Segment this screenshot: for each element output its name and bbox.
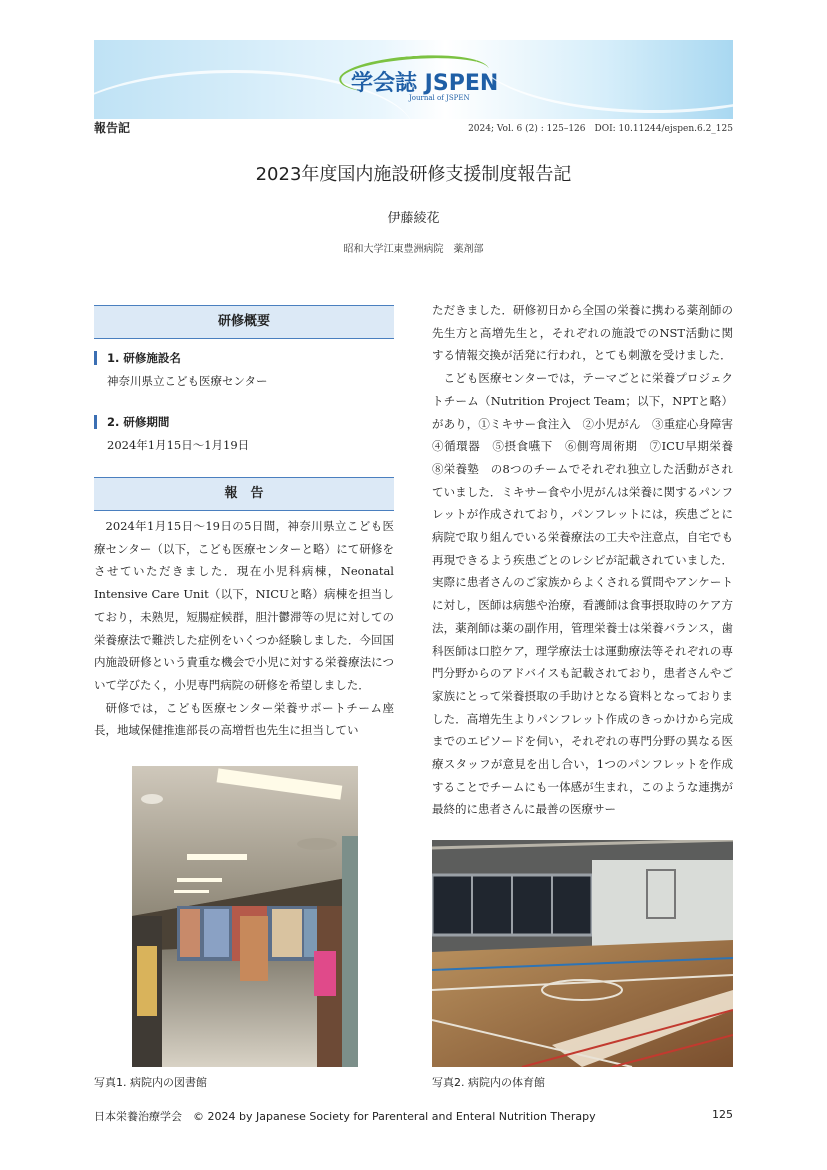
article-kind: 報告記 (94, 121, 131, 135)
figure-caption: 写真2. 病院内の体育館 (432, 1076, 545, 1089)
report-paragraph: ただきました．研修初日から全国の栄養に携わる薬剤師の先生方と高増先生と，それぞれの施設でのNST活動に関する情報交換が活発に行われ，とても刺激を受けました． (432, 303, 733, 363)
report-paragraph: 研修では，こども医療センター栄養サポートチーム座長，地域保健推進部長の高増哲也先生に担当してい (94, 700, 394, 738)
article-title: 2023年度国内施設研修支援制度報告記 (255, 164, 572, 185)
library-photo (132, 766, 358, 1067)
left-column (94, 305, 394, 742)
report-paragraph: こども医療センターでは，テーマごとに栄養プロジェクトチーム（Nutrition Project Team；以下，NPTと略）があり，①ミキサー食注入 ②小児がん ③重症心身障害 ④循環器 ⑤摂食嚥下 ⑥側弯周術期 ⑦ICU早期栄養 ⑧栄養塾 の8つのチームでそれぞれ独立した活動がされていました．ミキサー食や小児がんは栄養に関するパンフレットが作成されており，パンフレットには，疾患ごとに病院で取り組んでいる栄養療法の工夫や注意点，自宅でも再現できるよう疾患ごとのレシピが記載されていました．実際に患者さんのご家族からよくされる質問やアンケートに対し，医師は病態や治療，看護師は食事摂取時のケア方法，薬剤師は薬の副作用，管理栄養士は栄養バランス，歯科医師は口腔ケア，理学療法士は運動療法等それぞれの専門分野からのアドバイスも記載されており，患者さんやご家族にとって栄養摂取の手助けとなる資料となっておりました．高増先生よりパンフレット作成のきっかけから完成までのエピソードを伺い，それぞれの専門分野の異なる医療スタッフが意見を出し合い，1つのパンフレットを作成することでチームにも一体感が生まれ，このような連携が最終的に患者さんに最善の医療サー (432, 371, 745, 817)
overview-item-body: 2024年1月15日～1月19日 (107, 438, 250, 452)
affiliation: 昭和大学江東豊洲病院 薬剤部 (343, 244, 484, 255)
overview-item-heading: 2. 研修期間 (94, 415, 394, 429)
footer-copyright: 日本栄養治療学会 © 2024 by Japanese Society for Parenteral and Enteral Nutrition Therapy (94, 1110, 596, 1123)
author: 伊藤綾花 (387, 211, 440, 226)
logo-title: 学会誌 JSPEN (351, 71, 499, 96)
journal-logo (339, 54, 499, 104)
journal-banner (94, 40, 733, 119)
report-heading: 報 告 (94, 477, 394, 511)
overview-item-body: 神奈川県立こども医療センター (107, 374, 268, 388)
gymnasium-photo (432, 840, 733, 1067)
page-number: 125 (712, 1108, 733, 1121)
report-paragraph: 2024年1月15日～19日の5日間，神奈川県立こども医療センター（以下，こども医療センターと略）にて研修をさせていただきました．現在小児科病棟，Neonatal Intensive Care Unit（以下，NICUと略）病棟を担当しており，未熟児，短腸症候群，胆汁鬱滞等の児に対しての栄養療法で難渋した症例をいくつか経験しました．今回国内施設研修という貴重な機会で小児に対する栄養療法について学びたく，小児専門病院の研修を希望しました． (94, 519, 394, 692)
overview-heading: 研修概要 (94, 305, 394, 339)
overview-item-heading: 1. 研修施設名 (94, 351, 394, 365)
right-column (432, 299, 745, 821)
figure-caption: 写真1. 病院内の図書館 (94, 1076, 207, 1089)
logo-subtitle: Journal of JSPEN (409, 94, 470, 102)
citation: 2024; Vol. 6 (2) : 125–126 DOI: 10.11244/ejspen.6.2_125 (468, 124, 733, 134)
